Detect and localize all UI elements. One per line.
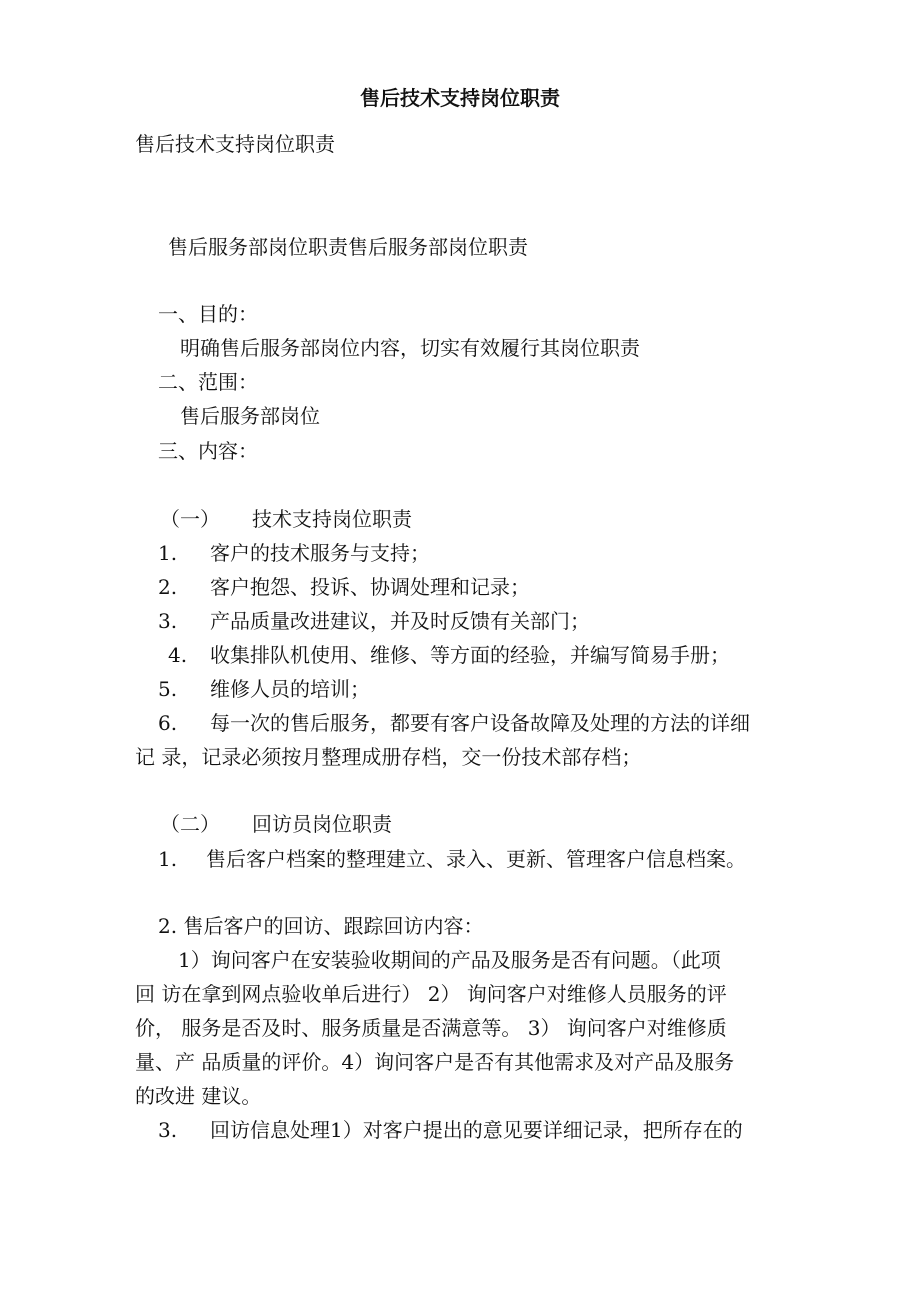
list-item: 3. 产品质量改进建议，并及时反馈有关部门； (158, 609, 590, 633)
part2-title: 回访员岗位职责 (252, 812, 392, 836)
part1-title: 技术支持岗位职责 (252, 507, 412, 531)
list-item: 2. 客户抱怨、投诉、协调处理和记录； (158, 575, 530, 599)
list-item: 1. 售后客户档案的整理建立、录入、更新、管理客户信息档案。 (158, 847, 746, 871)
list-item: 4. 收集排队机使用、维修、等方面的经验，并编写简易手册； (168, 643, 730, 667)
section2-text: 售后服务部岗位 (180, 404, 320, 428)
paragraph-line: 1）询问客户在安装验收期间的产品及服务是否有问题。（此项 (178, 948, 721, 972)
paragraph-line: 回 访在拿到网点验收单后进行） 2） 询问客户对维修人员服务的评 (135, 982, 727, 1006)
paragraph-line: 的改进 建议。 (135, 1084, 262, 1108)
section-heading: 售后服务部岗位职责售后服务部岗位职责 (168, 235, 528, 259)
paragraph-line: 量、产 品质量的评价。4）询问客户是否有其他需求及对产品及服务 (135, 1050, 735, 1074)
list-item: 5. 维修人员的培训； (158, 677, 370, 701)
document-title: 售后技术支持岗位职责 (360, 86, 560, 110)
list-item: 2. 售后客户的回访、跟踪回访内容： (158, 914, 484, 938)
part1-label: （一） (160, 507, 220, 531)
part1-heading (160, 505, 412, 533)
section3-label: 三、内容： (158, 439, 258, 463)
section2-label: 二、范围： (158, 370, 258, 394)
section1-text: 明确售后服务部岗位内容，切实有效履行其岗位职责 (180, 336, 640, 360)
part2-label: （二） (160, 812, 220, 836)
list-item: 1. 客户的技术服务与支持； (158, 541, 430, 565)
part2-heading (160, 810, 392, 838)
list-item: 3. 回访信息处理1）对客户提出的意见要详细记录，把所存在的 (158, 1118, 743, 1142)
list-item-continuation: 记 录，记录必须按月整理成册存档，交一份技术部存档； (135, 745, 642, 769)
paragraph-line: 价， 服务是否及时、服务质量是否满意等。 3） 询问客户对维修质 (135, 1016, 727, 1040)
document-subtitle: 售后技术支持岗位职责 (135, 132, 335, 156)
section1-label: 一、目的： (158, 302, 258, 326)
list-item: 6. 每一次的售后服务，都要有客户设备故障及处理的方法的详细 (158, 711, 750, 735)
